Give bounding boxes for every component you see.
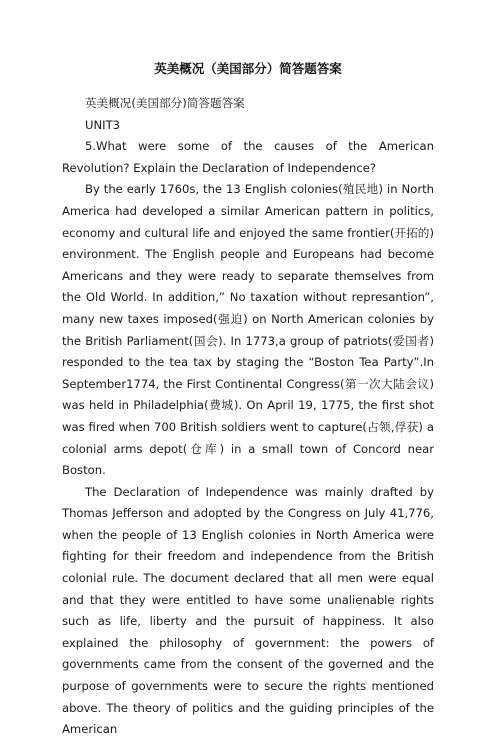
unit-label: UNIT3 [85,117,121,132]
question-text: 5.What were some of the causes of the American Revolution? Explain the Declaration of Independence? [62,139,434,175]
document-title: 英美概况（美国部分）简答题答案 [154,61,342,76]
answer-paragraph-1: By the early 1760s, the 13 English colonies(殖民地) in North America had developed a similar American pattern in politics, economy and cultural life and enjoyed the same frontier(开拓的) environment. The English people and Europeans had become Americans and they were ready to separate themselves from the Old World. In addition,” No taxation without represantion”, many new taxes imposed(强迫) on North American colonies by the British Parliament(国会). In 1773,a group of patriots(爱国者) responded to the tea tax by staging the “Boston Tea Party”.In September1774, the First Continental Congress(第一次大陆会议) was held in Philadelphia(费城). On April 19, 1775, the first shot was fired when 700 British soldiers went to capture(占领,俘获) a colonial arms depot(仓库) in a small town of Concord near Boston. [62,182,434,478]
document-subtitle: 英美概况(美国部分)简答题答案 [85,96,245,110]
answer-paragraph-2: The Declaration of Independence was mainly drafted by Thomas Jefferson and adopted by the Congress on July 41,776, when the people of 13 English colonies in North America were fighting for their freedom and independence from the British colonial rule. The document declared that all men were equal and that they were entitled to have some unalienable rights such as life, liberty and the pursuit of happiness. It also explained the philosophy of government: the powers of governments came from the consent of the governed and the purpose of governments were to secure the rights mentioned above. The theory of politics and the guiding principles of the American [62,484,434,737]
